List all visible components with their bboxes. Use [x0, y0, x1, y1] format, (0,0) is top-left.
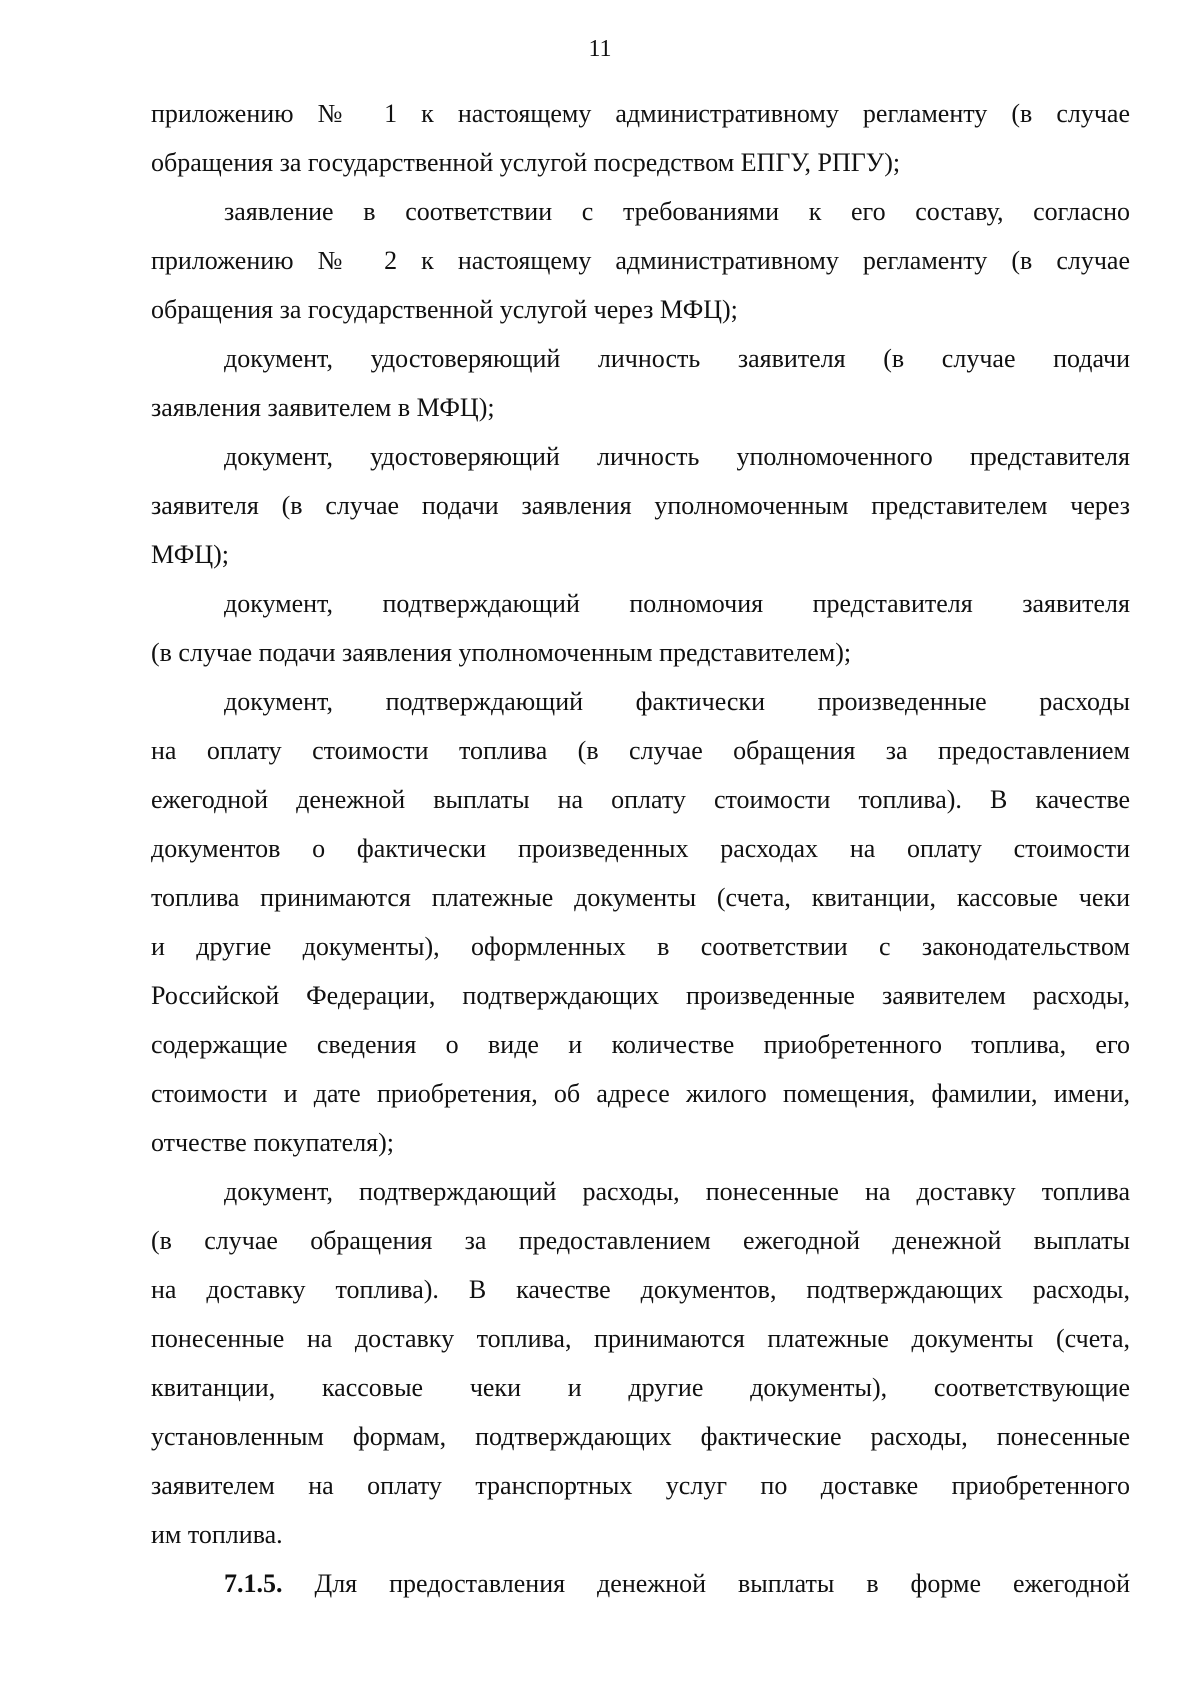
paragraph — [151, 677, 1130, 1167]
text-line: и другие документы), оформленных в соответствии с законодательством — [151, 932, 1130, 961]
text-line: документов о фактически произведенных расходах на оплату стоимости — [151, 834, 1130, 863]
paragraph — [151, 334, 1130, 432]
paragraph — [151, 187, 1130, 334]
section-heading-line — [151, 1559, 1130, 1608]
text-line: приложению № 1 к настоящему административному регламенту (в случае — [151, 99, 1130, 128]
text-line: им топлива. — [151, 1520, 283, 1549]
text-line: на оплату стоимости топлива (в случае обращения за предоставлением — [151, 736, 1130, 765]
paragraph — [151, 89, 1130, 187]
paragraph — [151, 1559, 1130, 1608]
text-line: обращения за государственной услугой посредством ЕПГУ, РПГУ); — [151, 148, 901, 177]
text-line: приложению № 2 к настоящему административному регламенту (в случае — [151, 246, 1130, 275]
text-line: документ, подтверждающий фактически произведенные расходы — [224, 687, 1130, 716]
text-line: МФЦ); — [151, 540, 229, 569]
text-line: обращения за государственной услугой через МФЦ); — [151, 295, 738, 324]
text-line: заявителя (в случае подачи заявления уполномоченным представителем через — [151, 491, 1130, 520]
text-line: документ, подтверждающий расходы, понесенные на доставку топлива — [224, 1177, 1130, 1206]
text-line: заявителем на оплату транспортных услуг по доставке приобретенного — [151, 1471, 1130, 1500]
text-line: ежегодной денежной выплаты на оплату стоимости топлива). В качестве — [151, 785, 1130, 814]
document-body — [151, 89, 1130, 1608]
section-text: Для предоставления денежной выплаты в форме ежегодной — [282, 1569, 1130, 1598]
text-line: (в случае подачи заявления уполномоченным представителем); — [151, 638, 852, 667]
paragraph — [151, 1167, 1130, 1559]
text-line: на доставку топлива). В качестве документов, подтверждающих расходы, — [151, 1275, 1130, 1304]
text-line: документ, подтверждающий полномочия представителя заявителя — [224, 589, 1130, 618]
text-line: топлива принимаются платежные документы (счета, квитанции, кассовые чеки — [151, 883, 1130, 912]
page-number: 11 — [588, 36, 612, 62]
text-line: содержащие сведения о виде и количестве приобретенного топлива, его — [151, 1030, 1130, 1059]
text-line: заявления заявителем в МФЦ); — [151, 393, 495, 422]
text-line: заявление в соответствии с требованиями к его составу, согласно — [224, 197, 1130, 226]
paragraph — [151, 432, 1130, 579]
text-line: (в случае обращения за предоставлением ежегодной денежной выплаты — [151, 1226, 1130, 1255]
text-line: отчестве покупателя); — [151, 1128, 395, 1157]
text-line: документ, удостоверяющий личность заявителя (в случае подачи — [224, 344, 1130, 373]
text-line: Российской Федерации, подтверждающих произведенные заявителем расходы, — [151, 981, 1130, 1010]
section-number: 7.1.5. — [224, 1569, 283, 1598]
text-line: документ, удостоверяющий личность уполномоченного представителя — [224, 442, 1130, 471]
text-line: понесенные на доставку топлива, принимаются платежные документы (счета, — [151, 1324, 1130, 1353]
paragraph — [151, 579, 1130, 677]
text-line: установленным формам, подтверждающих фактические расходы, понесенные — [151, 1422, 1130, 1451]
text-line: квитанции, кассовые чеки и другие документы), соответствующие — [151, 1373, 1130, 1402]
text-line: стоимости и дате приобретения, об адресе жилого помещения, фамилии, имени, — [151, 1079, 1130, 1108]
